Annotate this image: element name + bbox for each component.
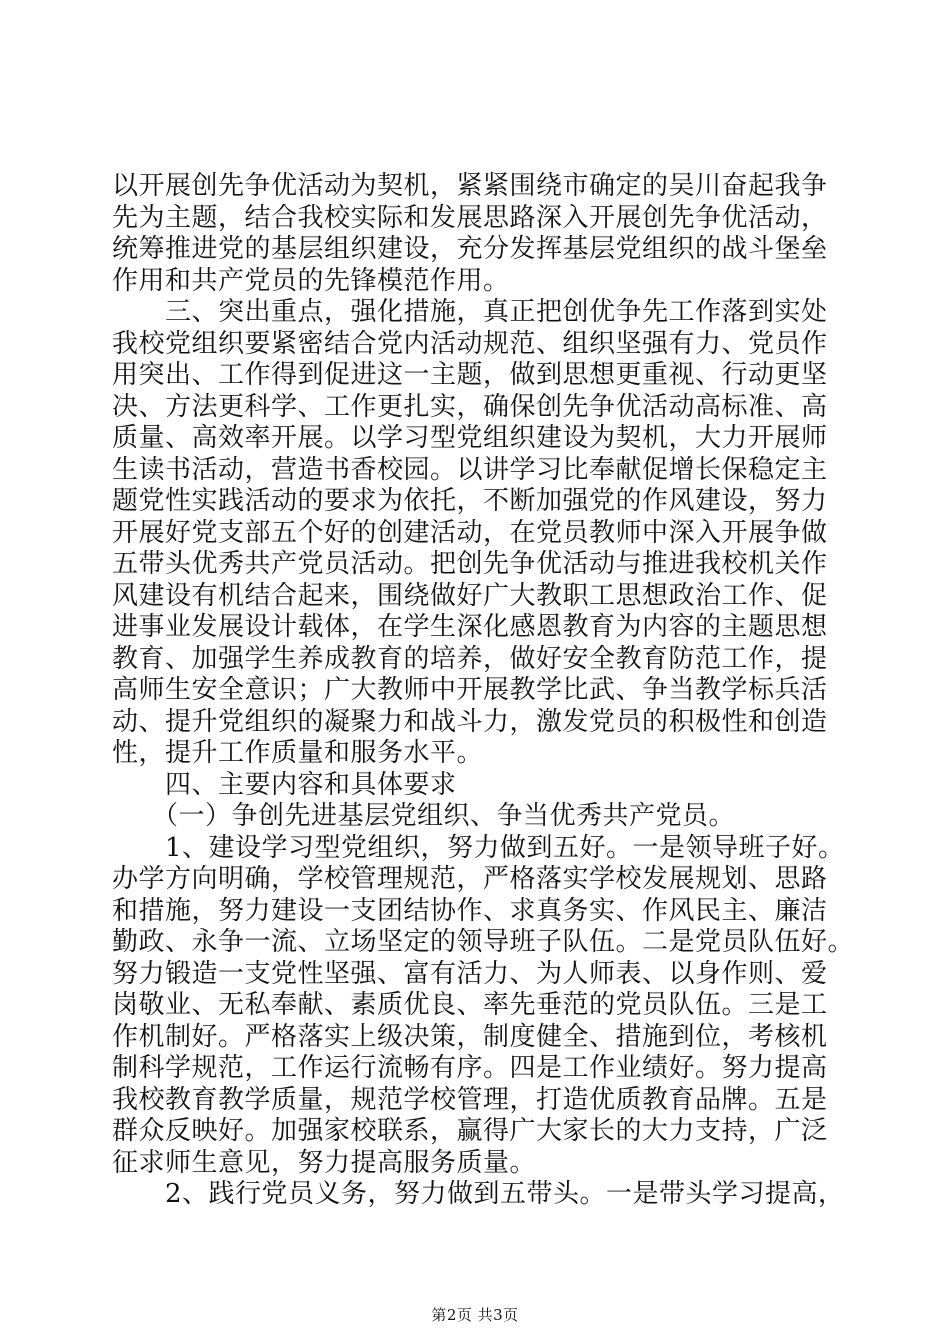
text-line: 三、突出重点，强化措施，真正把创优争先工作落到实处 xyxy=(112,297,828,327)
text-line: 制科学规范，工作运行流畅有序。四是工作业绩好。努力提高 xyxy=(112,1053,828,1083)
text-line: 用突出、工作得到促进这一主题，做到思想更重视、行动更坚 xyxy=(112,360,828,390)
section-heading: 四、主要内容和具体要求 xyxy=(112,769,457,800)
text-line: 生读书活动，营造书香校园。以讲学习比奉献促增长保稳定主 xyxy=(112,454,828,485)
text-line: 征求师生意见，努力提高服务质量。 xyxy=(112,1147,537,1178)
text-line: 性，提升工作质量和服务水平。 xyxy=(112,738,484,768)
page-number-footer: 第2页 共3页 xyxy=(431,1306,519,1324)
text-line: 开展好党支部五个好的创建活动，在党员教师中深入开展争做 xyxy=(112,517,828,548)
text-line: 题党性实践活动的要求为依托，不断加强党的作风建设，努力 xyxy=(112,486,828,516)
text-line: 质量、高效率开展。以学习型党组织建设为契机，大力开展师 xyxy=(112,423,828,453)
text-line: 2、践行党员义务，努力做到五带头。一是带头学习提高， xyxy=(112,1179,845,1209)
text-line: 教育、加强学生养成教育的培养，做好安全教育防范工作，提 xyxy=(112,643,828,674)
text-line: 作用和共产党员的先锋模范作用。 xyxy=(112,265,510,296)
text-line: 1、建设学习型党组织，努力做到五好。一是领导班子好。 xyxy=(112,832,845,863)
text-line: 以开展创先争优活动为契机，紧紧围绕市确定的吴川奋起我争 xyxy=(112,171,828,201)
text-line: 进事业发展设计载体，在学生深化感恩教育为内容的主题思想 xyxy=(112,612,828,642)
text-line: 我校党组织要紧密结合党内活动规范、组织坚强有力、党员作 xyxy=(112,328,828,359)
text-line: 办学方向明确，学校管理规范，严格落实学校发展规划、思路 xyxy=(112,864,828,894)
text-line: 群众反映好。加强家校联系，赢得广大家长的大力支持，广泛 xyxy=(112,1116,828,1146)
text-line: 作机制好。严格落实上级决策，制度健全、措施到位，考核机 xyxy=(112,1021,828,1052)
text-line: 五带头优秀共产党员活动。把创先争优活动与推进我校机关作 xyxy=(112,549,828,579)
subsection-heading: （一）争创先进基层党组织、争当优秀共产党员。 xyxy=(112,801,736,831)
text-line: 我校教育教学质量，规范学校管理，打造优质教育品牌。五是 xyxy=(112,1084,828,1115)
text-line: 统筹推进党的基层组织建设，充分发挥基层党组织的战斗堡垒 xyxy=(112,234,828,264)
text-line: 风建设有机结合起来，围绕做好广大教职工思想政治工作、促 xyxy=(112,580,828,611)
text-line: 岗敬业、无私奉献、素质优良、率先垂范的党员队伍。三是工 xyxy=(112,990,828,1020)
document-body xyxy=(112,171,855,1211)
text-line: 决、方法更科学、工作更扎实，确保创先争优活动高标准、高 xyxy=(112,391,828,422)
text-line: 努力锻造一支党性坚强、富有活力、为人师表、以身作则、爱 xyxy=(112,958,828,989)
text-line: 和措施，努力建设一支团结协作、求真务实、作风民主、廉洁 xyxy=(112,895,828,926)
text-line: 高师生安全意识；广大教师中开展教学比武、争当教学标兵活 xyxy=(112,675,828,705)
text-line: 先为主题，结合我校实际和发展思路深入开展创先争优活动， xyxy=(112,202,828,233)
text-line: 动、提升党组织的凝聚力和战斗力，激发党员的积极性和创造 xyxy=(112,706,828,737)
text-line: 勤政、永争一流、立场坚定的领导班子队伍。二是党员队伍好。 xyxy=(112,927,855,957)
